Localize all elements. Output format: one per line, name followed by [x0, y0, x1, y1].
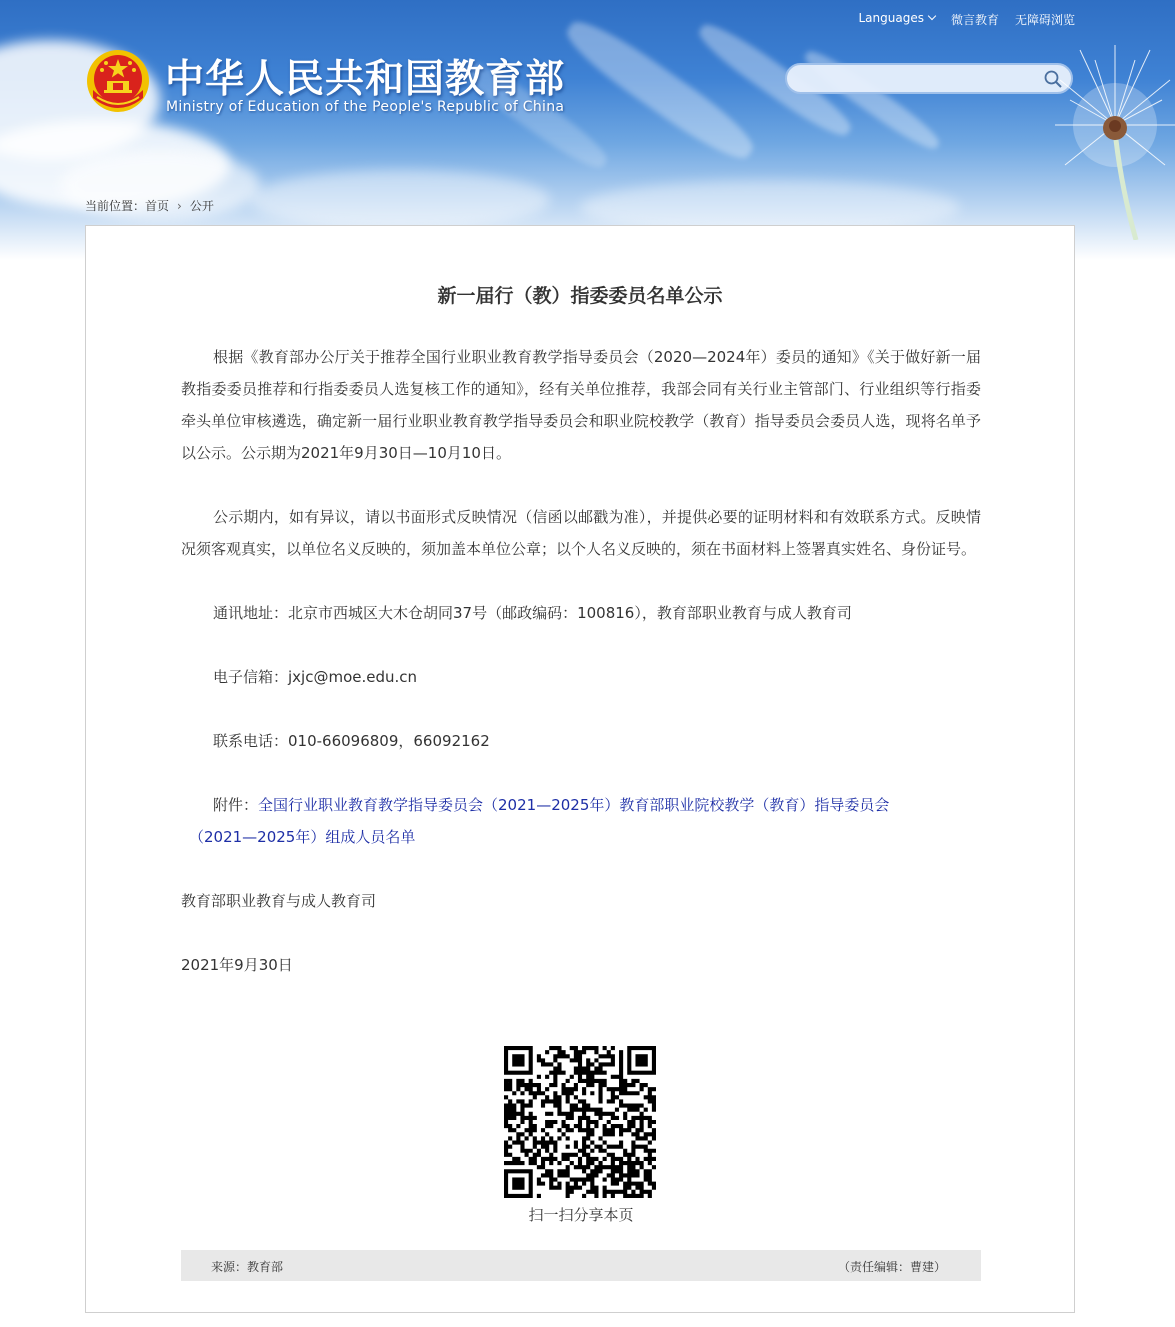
site-subtitle: Ministry of Education of the People's Republic of China — [166, 99, 565, 115]
search-box — [785, 63, 1073, 94]
publish-date: 2021年9月30日 — [181, 956, 293, 974]
share-caption: 扫一扫分享本页 — [528, 1206, 634, 1224]
languages-menu[interactable] — [858, 11, 934, 28]
header-banner — [0, 0, 1175, 260]
article-editor: （责任编辑：曹建） — [837, 1260, 946, 1274]
top-links — [858, 11, 1075, 28]
breadcrumb-separator-icon: › — [177, 199, 182, 213]
contact-email: 电子信箱：jxjc@moe.edu.cn — [213, 668, 418, 686]
chevron-down-icon — [928, 12, 936, 20]
page-title: 新一届行（教）指委委员名单公示 — [437, 285, 723, 307]
article-paragraph: 公示期内，如有异议，请以书面形式反映情况（信函以邮戳为准），并提供必要的证明材料和有效联系方式。反映情况须客观真实，以单位名义反映的，须加盖本单位公章；以个人名义反映的，须在书面材料上签署真实姓名、身份证号。 — [181, 508, 981, 558]
contact-phone: 联系电话：010-66096809，66092162 — [213, 732, 490, 750]
article-paragraph: 根据《教育部办公厅关于推荐全国行业职业教育教学指导委员会（2020—2024年）委员的通知》《关于做好新一届教指委委员推荐和行指委委员人选复核工作的通知》，经有关单位推荐，我部会同有关行业主管部门、行业组织等行指委牵头单位审核遴选，确定新一届行业职业教育教学指导委员会和职业院校教学（教育）指导委员会委员人选，现将名单予以公示。公示期为2021年9月30日—10月10日。 — [181, 348, 981, 462]
breadcrumb-current[interactable]: 公开 — [189, 199, 214, 213]
breadcrumb — [85, 197, 214, 214]
micro-edu-link[interactable]: 微言教育 — [950, 13, 999, 27]
share-qr-code-icon — [504, 1046, 656, 1198]
breadcrumb-label: 当前位置： — [85, 199, 146, 213]
dandelion-decoration-icon — [1040, 40, 1175, 240]
languages-label: Languages — [858, 11, 924, 25]
breadcrumb-home-link[interactable]: 首页 — [145, 199, 170, 213]
attachment-label: 附件： — [213, 796, 259, 814]
attachment-link[interactable]: 全国行业职业教育教学指导委员会（2021—2025年）教育部职业院校教学（教育）指导委员会 — [258, 796, 890, 814]
contact-address: 通讯地址：北京市西城区大木仓胡同37号（邮政编码：100816），教育部职业教育与成人教育司 — [213, 604, 852, 622]
signature: 教育部职业教育与成人教育司 — [181, 892, 377, 910]
accessible-browse-link[interactable]: 无障碍浏览 — [1014, 13, 1075, 27]
article-body — [181, 341, 981, 981]
article-container — [85, 225, 1075, 1313]
national-emblem-icon — [85, 48, 151, 114]
search-input[interactable] — [799, 69, 1028, 91]
article-footer — [181, 1250, 981, 1281]
article-source: 来源：教育部 — [211, 1260, 284, 1274]
attachment-row — [181, 789, 981, 853]
attachment-link-continued[interactable]: （2021—2025年）组成人员名单 — [189, 828, 416, 846]
site-title[interactable]: 中华人民共和国教育部 — [165, 57, 566, 102]
